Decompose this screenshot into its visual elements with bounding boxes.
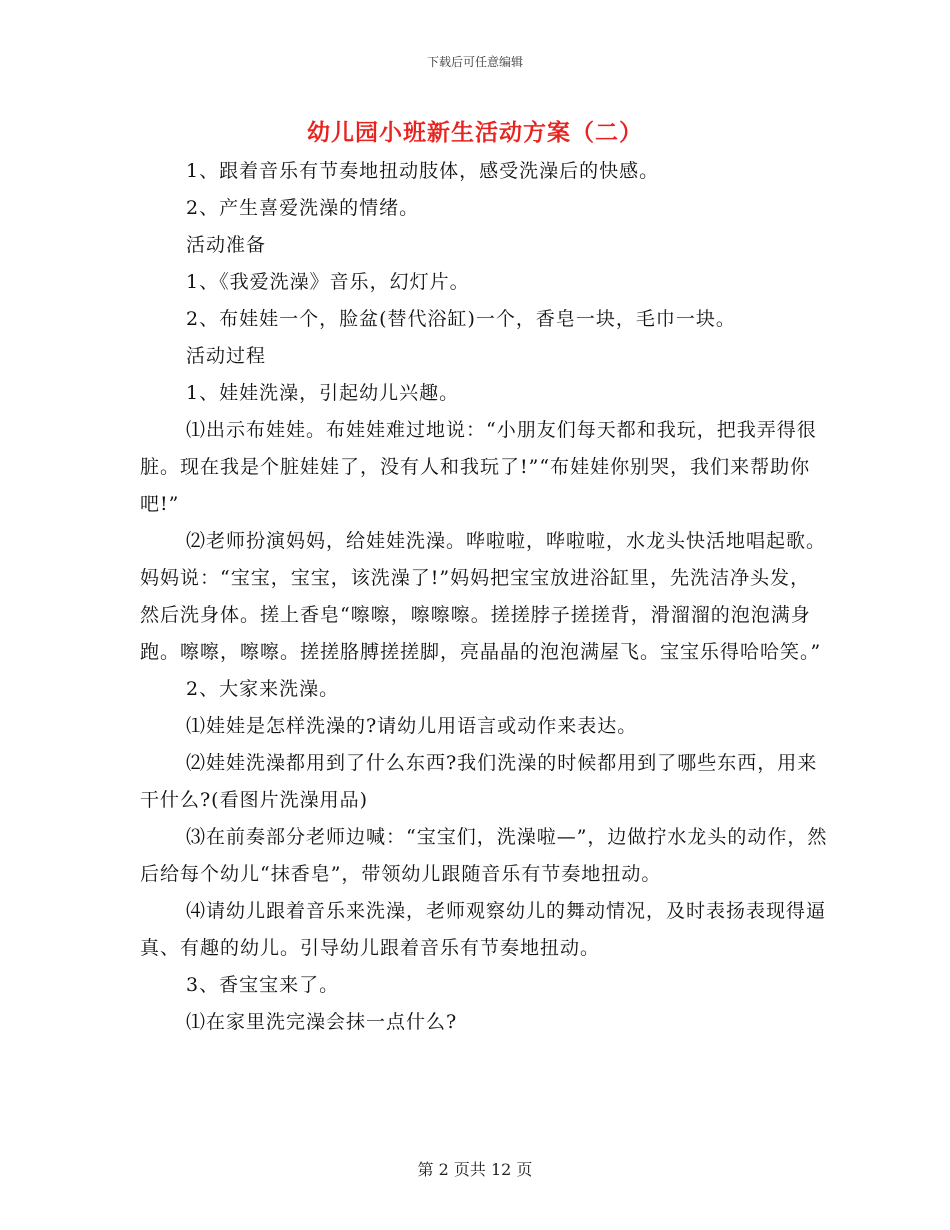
document-title: 幼儿园小班新生活动方案（二）	[307, 119, 643, 146]
paragraph: 1、娃娃洗澡，引起幼儿兴趣。	[186, 382, 460, 404]
paragraph: ⑴出示布娃娃。布娃娃难过地说：“小朋友们每天都和我玩，把我弄得很脏。现在我是个脏娃娃了，没有人和我玩了!”“布娃娃你别哭，我们来帮助你吧!”	[140, 419, 817, 515]
header-note: 下载后可任意编辑	[426, 55, 523, 69]
paragraph: ⑴在家里洗完澡会抹一点什么?	[186, 1011, 458, 1033]
paragraph: ⑴娃娃是怎样洗澡的?请幼儿用语言或动作来表达。	[186, 715, 638, 737]
section-heading: 活动准备	[186, 234, 267, 256]
paragraph: 3、香宝宝来了。	[186, 974, 340, 996]
paragraph: ⑷请幼儿跟着音乐来洗澡，老师观察幼儿的舞动情况，及时表扬表现得逼真、有趣的幼儿。引导幼儿跟着音乐有节奏地扭动。	[140, 900, 827, 959]
paragraph: 1、《我爱洗澡》音乐，幻灯片。	[186, 271, 470, 293]
paragraph: 1、跟着音乐有节奏地扭动肢体，感受洗澡后的快感。	[186, 160, 660, 182]
paragraph: 2、产生喜爱洗澡的情绪。	[186, 197, 420, 219]
paragraph: ⑵老师扮演妈妈，给娃娃洗澡。哗啦啦，哗啦啦，水龙头快活地唱起歌。妈妈说：“宝宝，宝宝，该洗澡了!”妈妈把宝宝放进浴缸里，先洗洁净头发，然后洗身体。搓上香皂“嚓嚓，嚓嚓嚓。搓搓脖子搓搓背，滑溜溜的泡泡满身跑。嚓嚓，嚓嚓。搓搓胳膊搓搓脚，亮晶晶的泡泡满屋飞。宝宝乐得哈哈笑。”	[140, 530, 827, 663]
paragraph: 2、大家来洗澡。	[186, 678, 340, 700]
paragraph: ⑶在前奏部分老师边喊：“宝宝们，洗澡啦—”，边做拧水龙头的动作，然后给每个幼儿“抹香皂”，带领幼儿跟随音乐有节奏地扭动。	[140, 826, 828, 885]
section-heading: 活动过程	[186, 345, 267, 367]
paragraph: 2、布娃娃一个，脸盆(替代浴缸)一个，香皂一块，毛巾一块。	[186, 308, 736, 330]
page-number: 第 2 页共 12 页	[417, 1160, 533, 1179]
document-body	[140, 153, 830, 1041]
paragraph: ⑵娃娃洗澡都用到了什么东西?我们洗澡的时候都用到了哪些东西，用来干什么?(看图片洗澡用品)	[140, 752, 818, 811]
